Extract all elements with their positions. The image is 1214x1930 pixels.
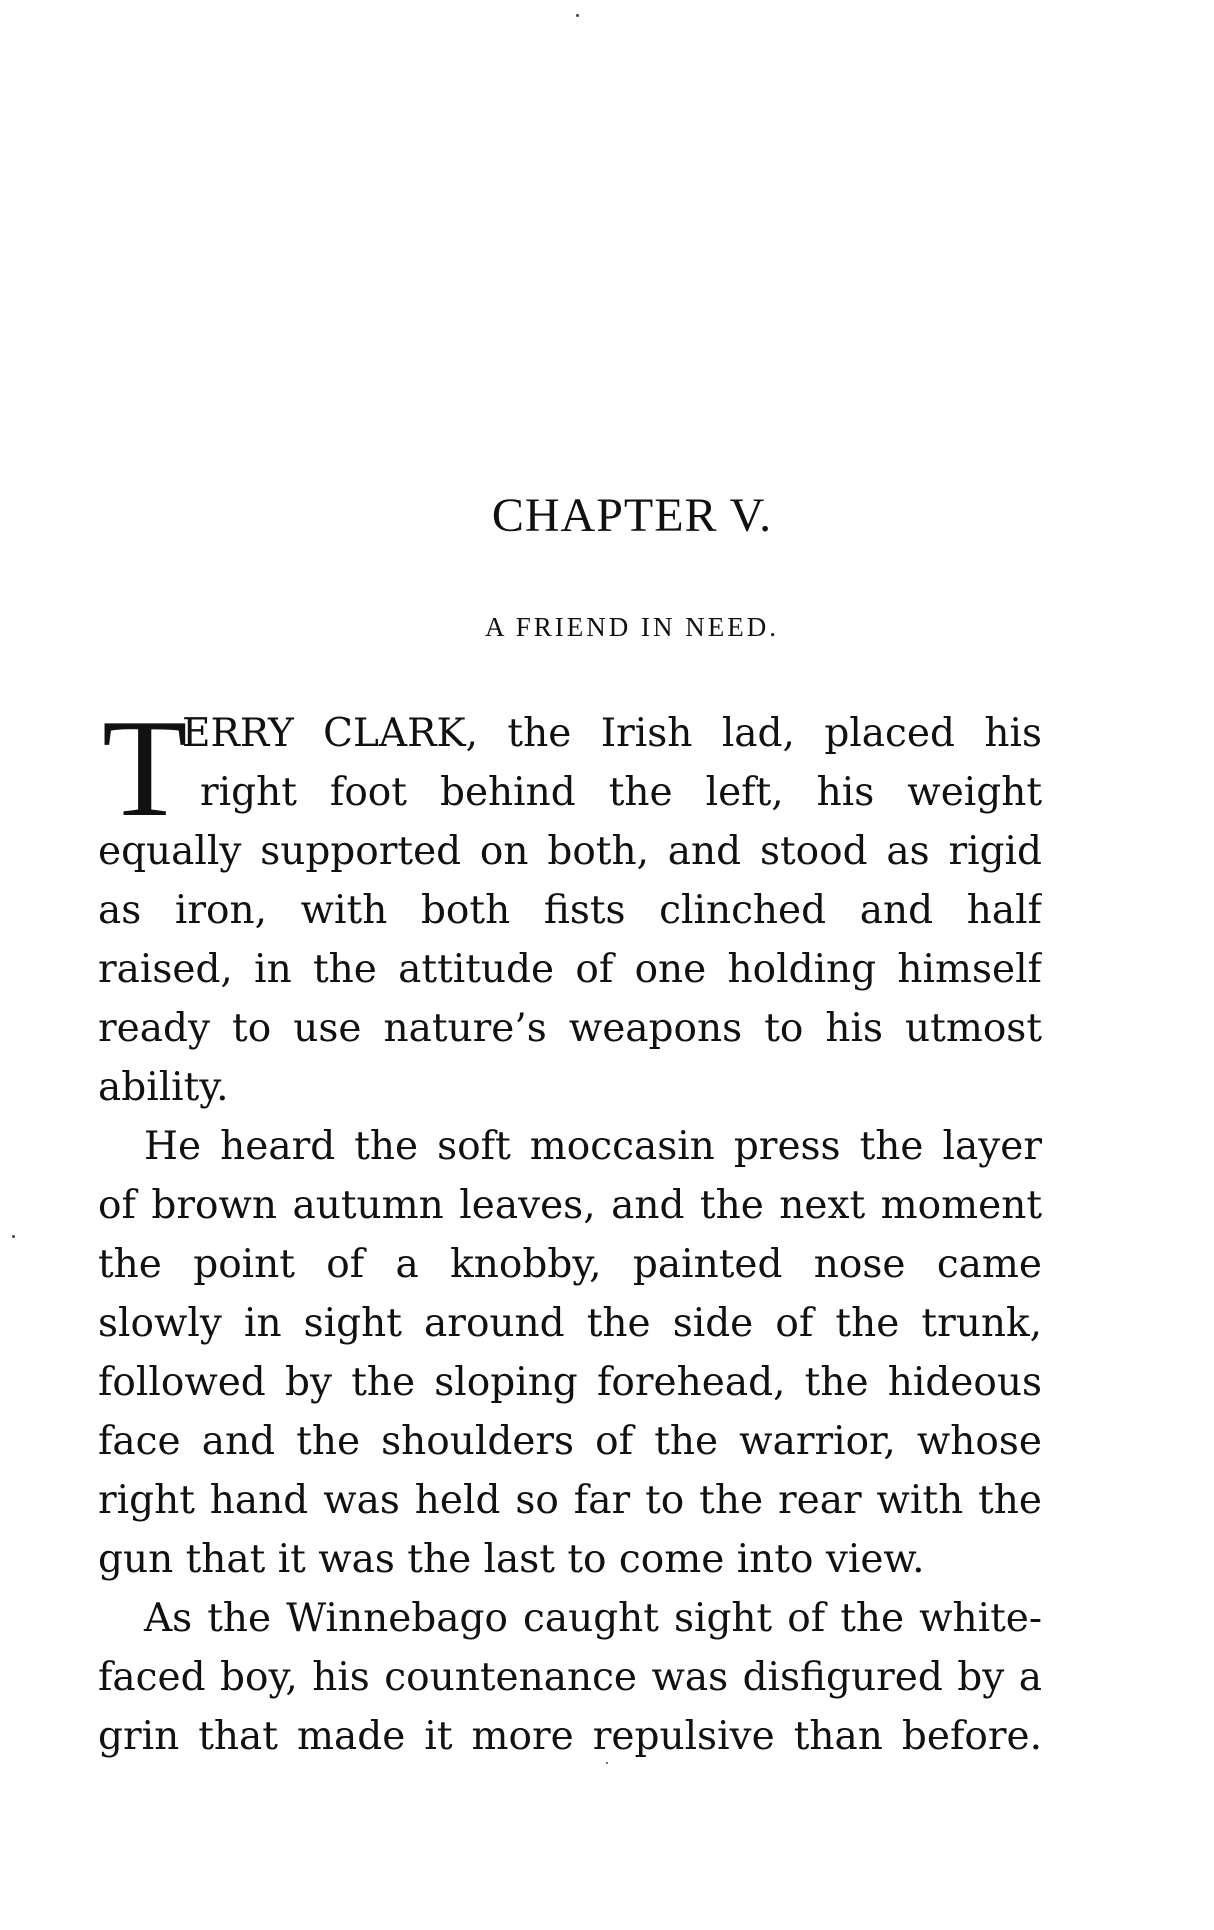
text-line: of brown autumn leaves, and the next moment [98, 1183, 1042, 1228]
paragraph-1 [98, 691, 1042, 1117]
text-line: equally supported on both, and stood as rigid [98, 829, 1042, 874]
text-line: He heard the soft moccasin press the layer [144, 1124, 1042, 1169]
paragraph-2 [98, 1117, 1042, 1589]
paragraph-3 [98, 1589, 1042, 1766]
text-line: grin that made it more repulsive than before. [98, 1714, 1042, 1759]
scan-speck [606, 1762, 608, 1764]
scan-speck [12, 1235, 15, 1238]
text-line: right hand was held so far to the rear with the [98, 1478, 1042, 1523]
scan-speck [576, 14, 579, 17]
chapter-title: CHAPTER V. [491, 489, 773, 542]
text-line: ready to use nature’s weapons to his utmost [98, 1006, 1042, 1051]
text-line: right foot behind the left, his weight [200, 770, 1042, 815]
text-line: ability. [98, 1065, 229, 1110]
text-line: gun that it was the last to come into view. [98, 1537, 925, 1582]
text-line: As the Winnebago caught sight of the white- [144, 1596, 1042, 1641]
text-line: raised, in the attitude of one holding himself [98, 947, 1042, 992]
drop-cap: T [102, 691, 188, 846]
chapter-subtitle: A FRIEND IN NEED. [485, 612, 779, 642]
text-line: faced boy, his countenance was disfigured by a [98, 1655, 1042, 1700]
chapter-body [98, 691, 1042, 1766]
text-line: ERRY CLARK, the Irish lad, placed his [182, 711, 1042, 756]
text-line: face and the shoulders of the warrior, whose [98, 1419, 1042, 1464]
text-line: followed by the sloping forehead, the hideous [98, 1360, 1042, 1405]
text-line: slowly in sight around the side of the trunk, [98, 1301, 1042, 1346]
text-line: as iron, with both fists clinched and half [98, 888, 1042, 933]
text-line: the point of a knobby, painted nose came [98, 1242, 1042, 1287]
